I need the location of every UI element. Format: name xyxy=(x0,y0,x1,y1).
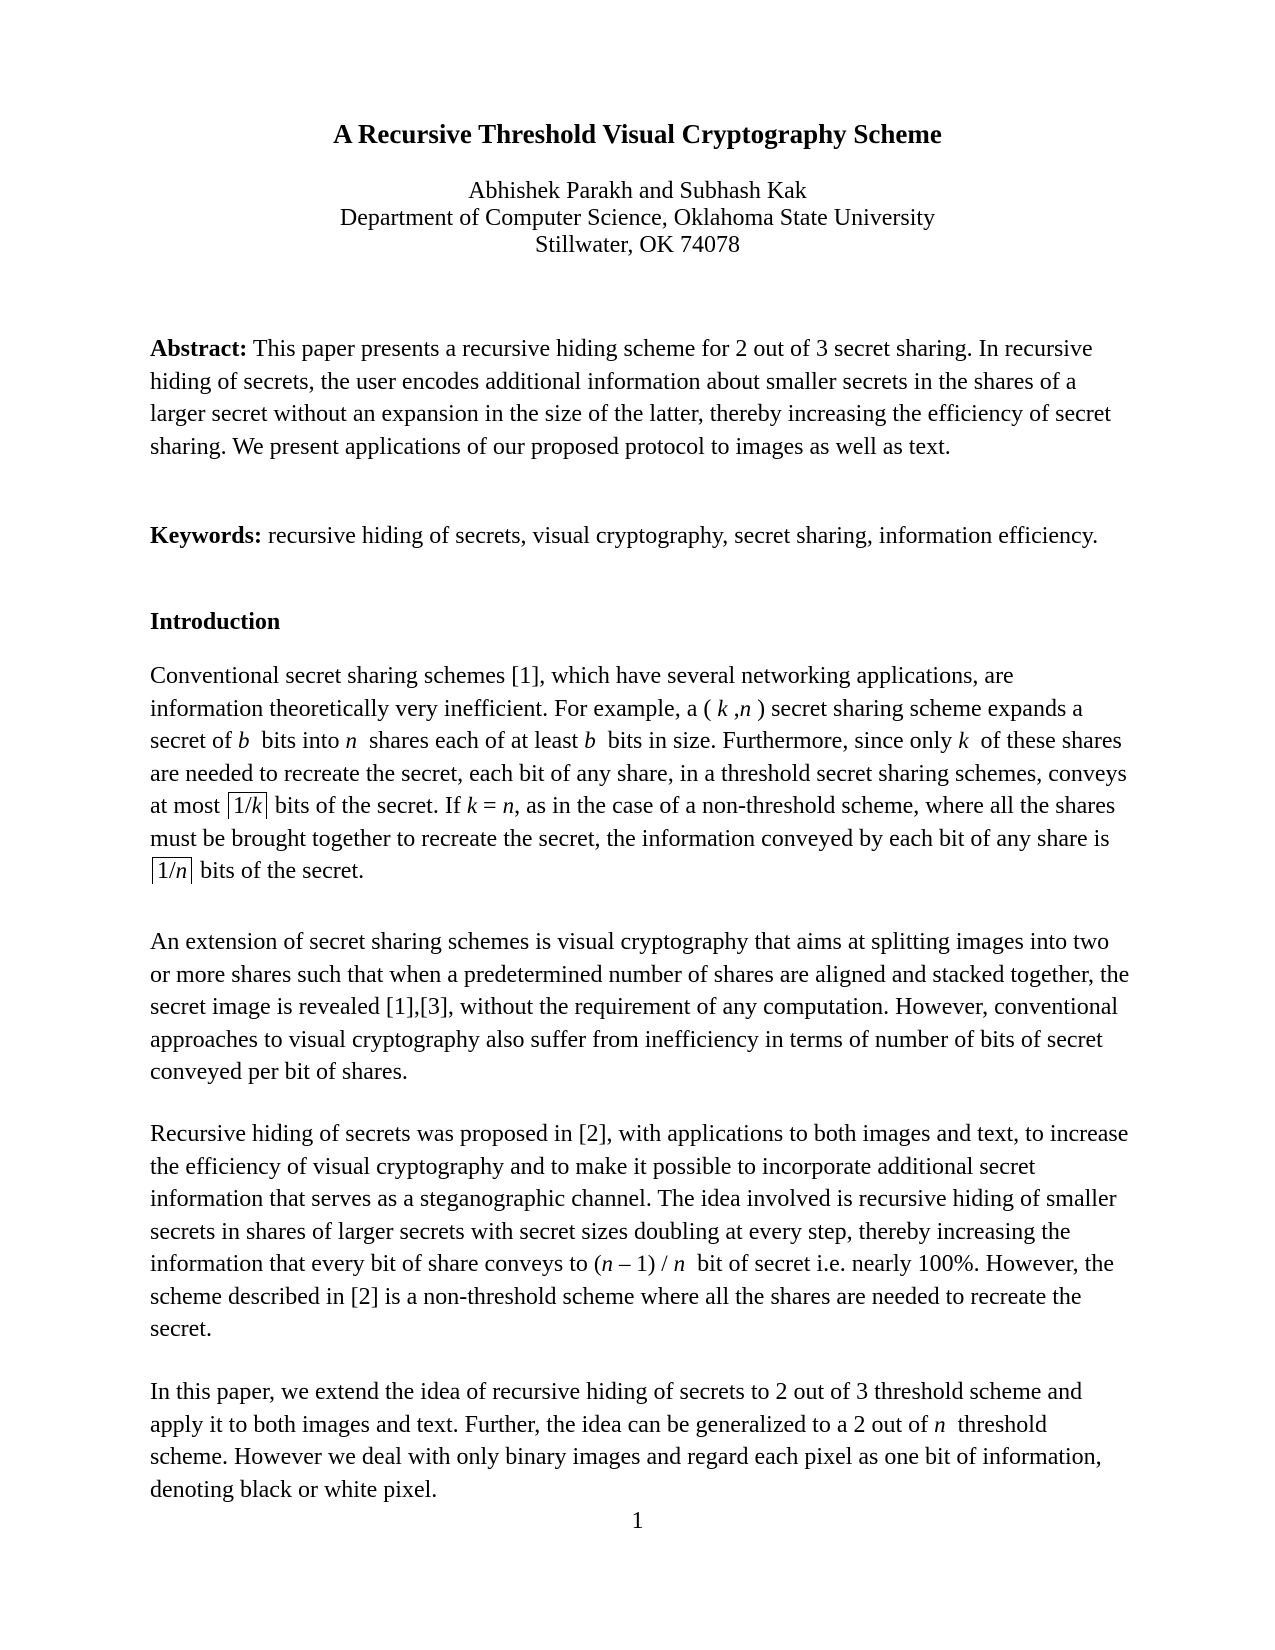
math-n: n xyxy=(673,1251,686,1276)
math-frac-open: ( xyxy=(593,1251,602,1276)
abstract-text: This paper presents a recursive hiding scheme for 2 out of 3 secret sharing. In recursive hiding of secrets, the user encodes additional information about smaller secrets in the shares of a larger secret without an expansion in the size of the latter, thereby increasing the efficiency of secret sharing. We present applications of our proposed protocol to images as well as text. xyxy=(150,336,1112,460)
abstract-section xyxy=(150,333,1130,463)
p1-text: ) secret sharing scheme expands a secret of xyxy=(150,695,1083,754)
author-location: Stillwater, OK 74078 xyxy=(534,232,741,258)
math-n: n xyxy=(601,1251,614,1276)
math-n: n xyxy=(934,1411,946,1437)
math-n: n xyxy=(739,695,752,721)
math-eq-lhs: k xyxy=(466,793,478,818)
p4-text: threshold scheme. However we deal with only binary images and regard each pixel as one bit of information, denoting black or white pixel. xyxy=(150,1411,1102,1503)
author-block xyxy=(0,178,1275,259)
math-b: b xyxy=(584,728,596,753)
intro-paragraph-3 xyxy=(150,1118,1130,1346)
p1-text: Conventional secret sharing schemes [1], which have several networking applications, are information theoretically very inefficient. For example, a ( xyxy=(150,663,1014,722)
p1-text: of these shares are needed to recreate the secret, each bit of any share, in a threshold secret sharing schemes, conveys at most xyxy=(150,728,1127,819)
p1-text: , as in the case of a non-threshold scheme, where all the shares must be brought together to recreate the secret, the information conveyed by each bit of any share is xyxy=(150,793,1116,852)
math-n: n xyxy=(345,728,357,753)
p1-text: bits of the secret. xyxy=(200,858,365,884)
abstract-label: Abstract: xyxy=(150,336,248,362)
keywords-text: recursive hiding of secrets, visual cryptography, secret sharing, information efficiency. xyxy=(267,523,1099,549)
math-eq-sign: = xyxy=(483,793,497,819)
keywords-section xyxy=(150,520,1130,553)
p3-text: bit of secret i.e. nearly 100%. However, the scheme described in [2] is a non-threshold scheme where all the shares are needed to recreate the secret. xyxy=(150,1251,1114,1342)
math-k: k xyxy=(717,695,728,721)
keywords-label: Keywords: xyxy=(150,523,262,549)
p1-text: bits in size. Furthermore, since only xyxy=(607,728,953,754)
p2-text: An extension of secret sharing schemes is visual cryptography that aims at splitting images into two or more shares such that when a predetermined number of shares are aligned and stacked together, the secret image is revealed [1],[3], without the requirement of any computation. However, conventional approaches to visual cryptography also suffer from inefficiency in terms of number of bits of secret conveyed per bit of shares. xyxy=(150,929,1130,1085)
author-names: Abhishek Parakh and Subhash Kak xyxy=(468,178,807,204)
intro-paragraph-4 xyxy=(150,1376,1130,1506)
p1-text: bits of the secret. If xyxy=(274,793,461,819)
ceil-one-over-k: 1/k xyxy=(228,792,267,819)
p1-text: , xyxy=(733,695,740,722)
keywords-paragraph xyxy=(150,520,1130,553)
intro-paragraph-1 xyxy=(150,660,1130,888)
math-k: k xyxy=(958,728,969,753)
p4-text: In this paper, we extend the idea of recursive hiding of secrets to 2 out of 3 threshold scheme and apply it to both images and text. Further, the idea can be generalized to a 2 out of xyxy=(150,1379,1083,1438)
p1-text: shares each of at least xyxy=(368,728,579,754)
page-number: 1 xyxy=(631,1508,644,1534)
paper-title: A Recursive Threshold Visual Cryptography Scheme xyxy=(333,119,942,149)
abstract-paragraph xyxy=(150,333,1130,463)
introduction-heading: Introduction xyxy=(150,609,281,635)
ceil-one-over-n: 1/n xyxy=(152,857,192,884)
math-frac-mid: – 1) / xyxy=(619,1251,668,1276)
intro-paragraph-2 xyxy=(150,926,1130,1089)
math-eq-rhs: n xyxy=(502,793,515,818)
p3-text: Recursive hiding of secrets was proposed in [2], with applications to both images and text, to increase the efficiency of visual cryptography and to make it possible to incorporate additional secret information that serves as a steganographic channel. The idea involved is recursive hiding of smaller secrets in shares of larger secrets with secret sizes doubling at every step, thereby increasing the information that every bit of share conveys to xyxy=(150,1121,1129,1277)
math-b: b xyxy=(237,728,250,753)
author-affiliation: Department of Computer Science, Oklahoma State University xyxy=(339,205,936,231)
p1-text: bits into xyxy=(261,728,340,754)
